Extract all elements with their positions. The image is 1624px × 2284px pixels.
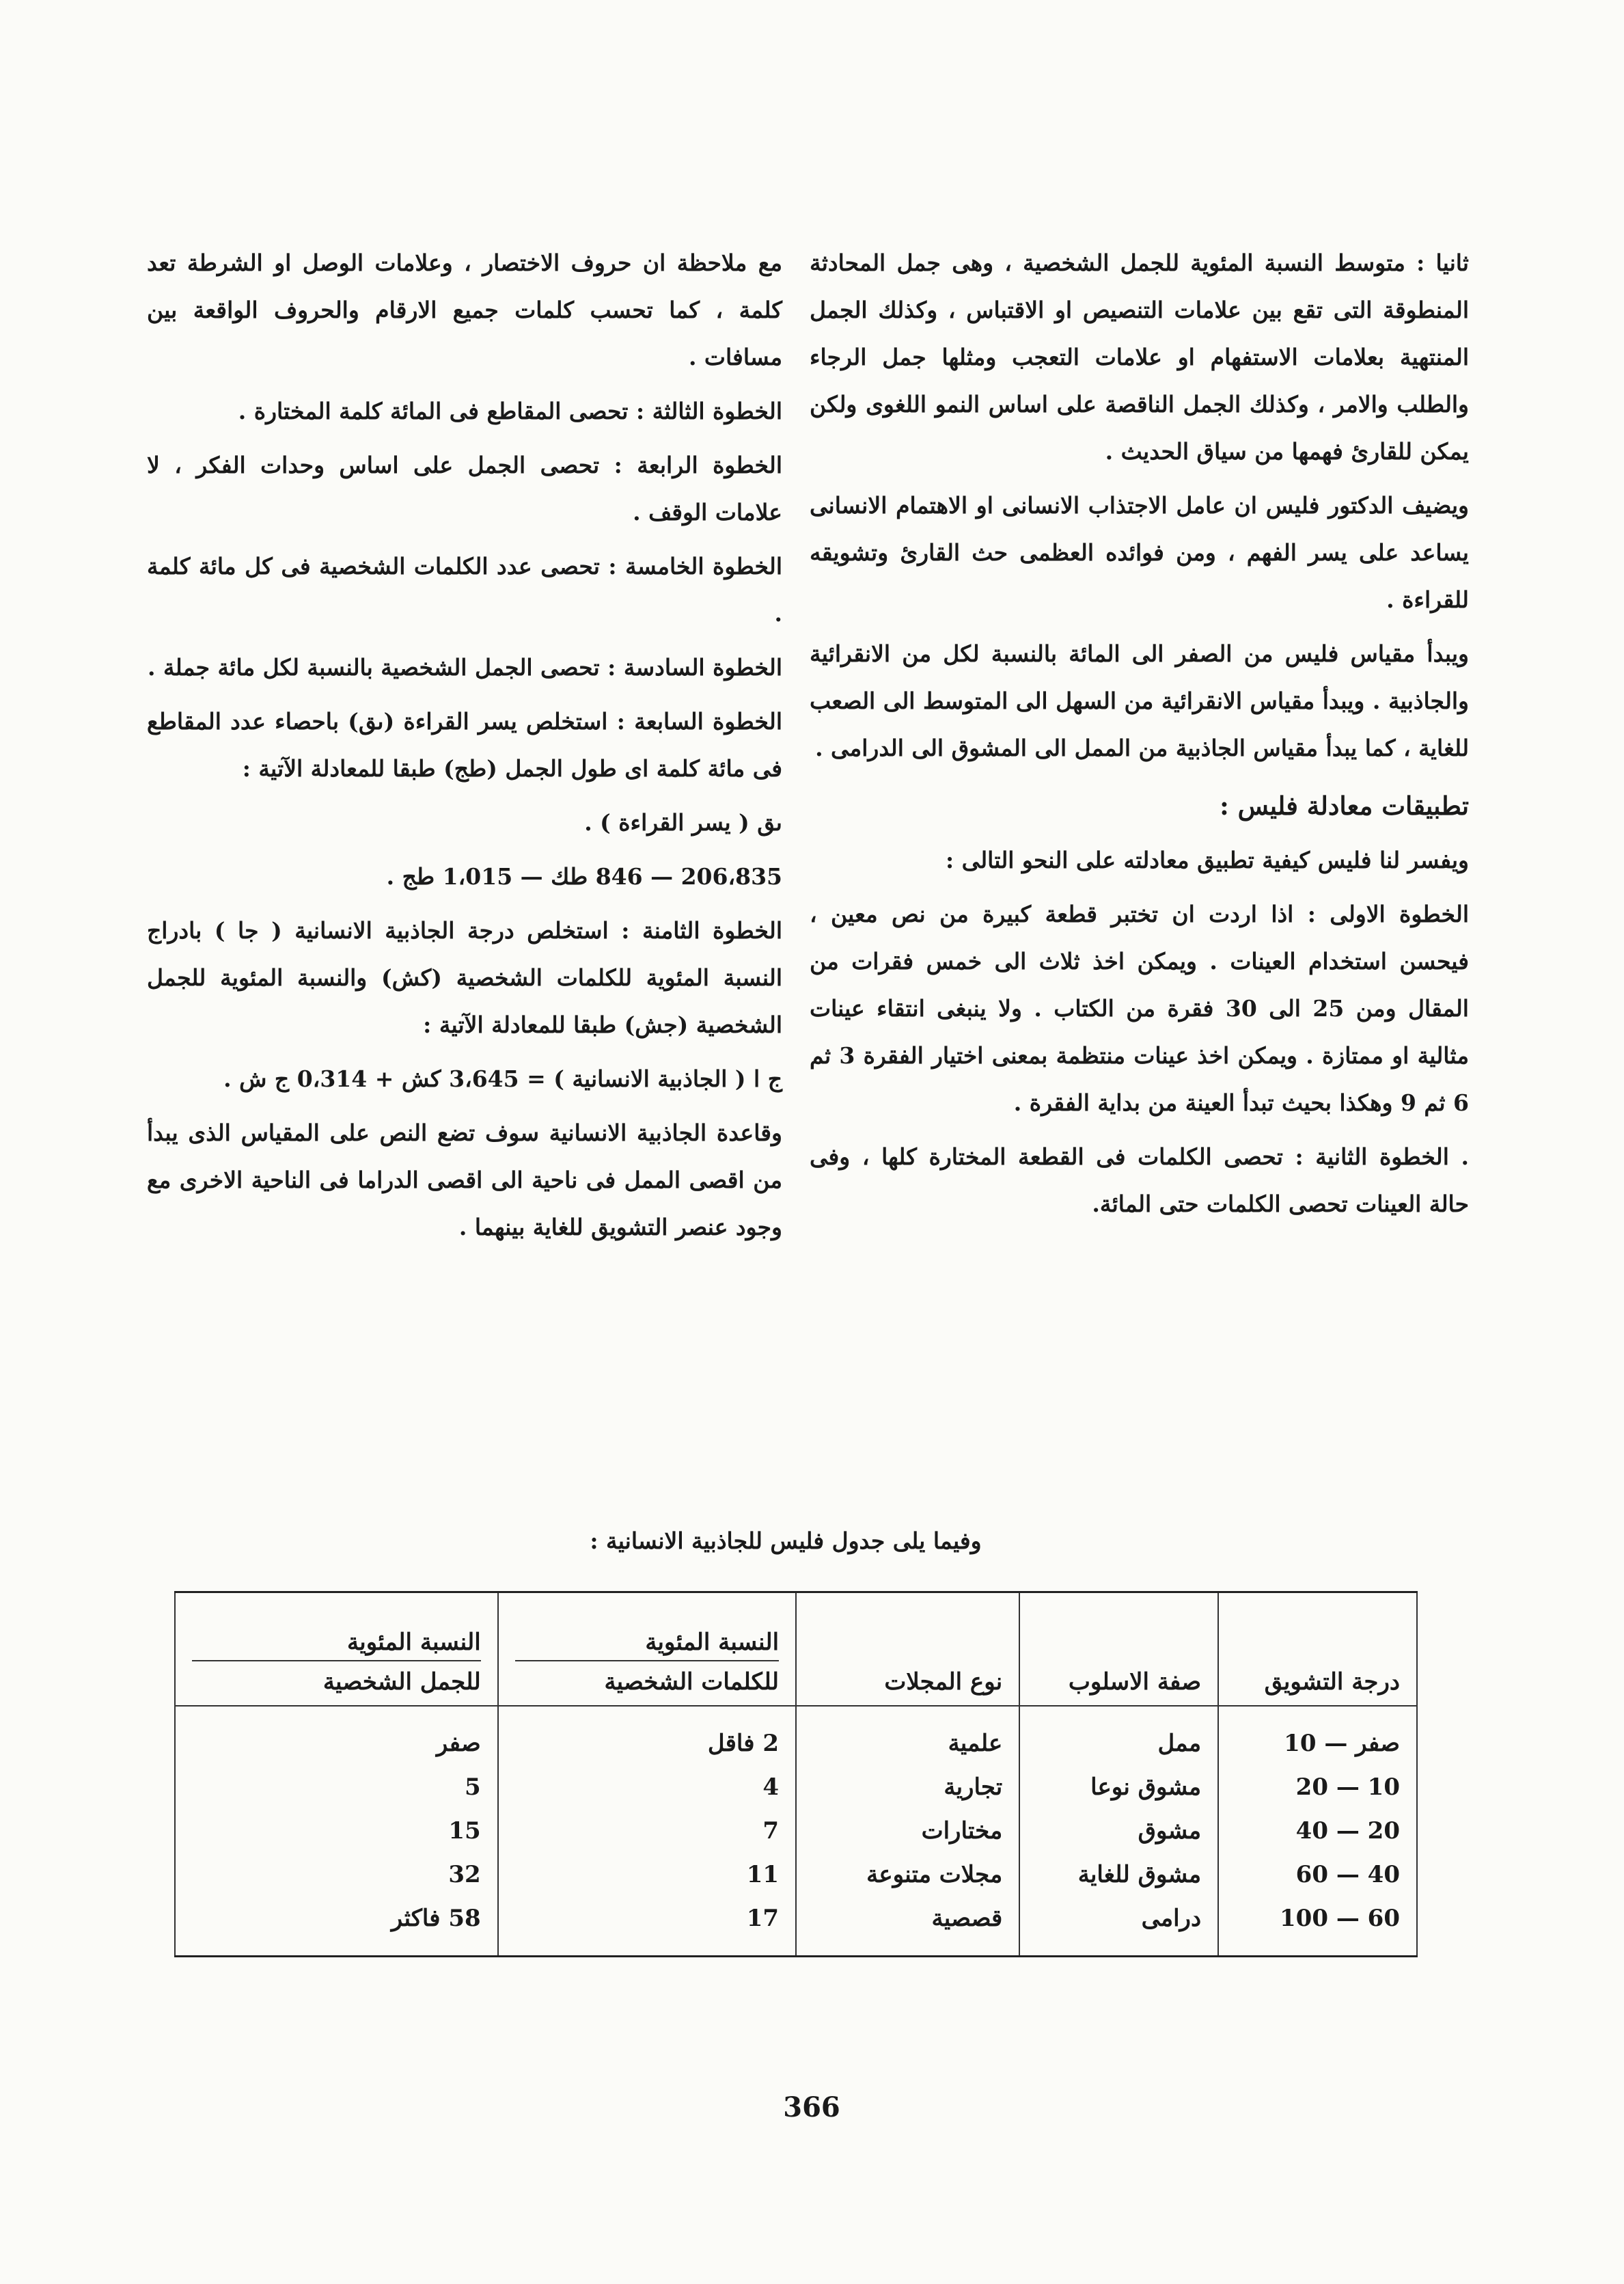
paragraph-step-four: الخطوة الرابعة : تحصى الجمل على اساس وحدات الفكر ، لا علامات الوقف . [147, 452, 782, 526]
cell-personal-sentences: 32 [175, 1853, 498, 1896]
cell-degree: 40 — 60 [1218, 1853, 1417, 1896]
header-style: صفة الاسلوب [1019, 1592, 1218, 1707]
formula-reading-ease: 206،835 — 846 طك — 1،015 طج . [386, 863, 782, 890]
cell-style: مشوق نوعا [1019, 1765, 1218, 1809]
cell-personal-sentences: صفر [175, 1706, 498, 1765]
cell-magazines: تجارية [796, 1765, 1019, 1809]
paragraph-personal-sentences: ثانيا : متوسط النسبة المئوية للجمل الشخصية ، وهى جمل المحادثة المنطوقة التى تقع بين علامات التنصيص او الاقتباس ، وكذلك الجمل المنتهية بعلامات الاستفهام او علامات التعجب ومثلها جمل الرجاء والطلب والامر ، وكذلك الجمل الناقصة على اساس النمو اللغوى ولكن يمكن للقارئ فهمها من سياق الحديث . [810, 249, 1469, 465]
table-caption: وفيما يلى جدول فليس للجاذبية الانسانية : [590, 1527, 982, 1554]
cell-style: ممل [1019, 1706, 1218, 1765]
header-personal-words-line1: النسبة المئوية [515, 1629, 779, 1661]
paragraph-step-eight: الخطوة الثامنة : استخلص درجة الجاذبية الانسانية ( جا ) بادراج النسبة المئوية للكلمات الشخصية (كش) والنسبة المئوية للجمل الشخصية (جش) طبقا للمعادلة الآتية : [147, 917, 782, 1038]
cell-magazines: قصصية [796, 1896, 1019, 1957]
paragraph-interest-scale: وقاعدة الجاذبية الانسانية سوف تضع النص على المقياس الذى يبدأ من اقصى الممل فى ناحية الى اقصى الدراما فى الناحية الاخرى مع وجود عنصر التشويق للغاية بينهما . [147, 1119, 782, 1240]
header-personal-sentences [175, 1592, 498, 1707]
paragraph-note: مع ملاحظة ان حروف الاختصار ، وعلامات الوصل او الشرطة تعد كلمة ، كما تحسب كلمات جميع الارقام والحروف الواقعة بين مسافات . [147, 249, 782, 370]
table-row [175, 1853, 1417, 1896]
header-personal-words [498, 1592, 796, 1707]
cell-degree: صفر — 10 [1218, 1706, 1417, 1765]
cell-personal-words: 11 [498, 1853, 796, 1896]
table-header-row [175, 1592, 1417, 1707]
header-magazines: نوع المجلات [796, 1592, 1019, 1707]
cell-degree: 20 — 40 [1218, 1809, 1417, 1853]
cell-personal-words: 7 [498, 1809, 796, 1853]
header-degree: درجة التشويق [1218, 1592, 1417, 1707]
cell-magazines: علمية [796, 1706, 1019, 1765]
formula-human-interest: ج ا ( الجاذبية الانسانية ) = 3،645 كش + 0،314 ج ش . [223, 1065, 782, 1092]
table-row [175, 1706, 1417, 1765]
header-personal-sentences-line2: للجمل الشخصية [322, 1668, 481, 1696]
paragraph-application-intro: ويفسر لنا فليس كيفية تطبيق معادلته على النحو التالى : [945, 847, 1469, 873]
cell-magazines: مجلات متنوعة [796, 1853, 1019, 1896]
cell-style: مشوق للغاية [1019, 1853, 1218, 1896]
cell-degree: 60 — 100 [1218, 1896, 1417, 1957]
cell-personal-sentences: 58 فاكثر [175, 1896, 498, 1957]
header-personal-words-line2: للكلمات الشخصية [604, 1668, 780, 1696]
paragraph-step-three: الخطوة الثالثة : تحصى المقاطع فى المائة كلمة المختارة . [238, 398, 782, 424]
table-row [175, 1765, 1417, 1809]
paragraph-step-one: الخطوة الاولى : اذا اردت ان تختبر قطعة كبيرة من نص معين ، فيحسن استخدام العينات . ويمكن اخذ ثلاث الى خمس فقرات من المقال ومن 25 الى 30 فقرة من الكتاب . ولا ينبغى انتقاء عينات مثالية او ممتازة . ويمكن اخذ عينات منتظمة بمعنى اختيار الفقرة 3 ثم 6 ثم 9 وهكذا بحيث تبدأ العينة من بداية الفقرة . [810, 901, 1469, 1116]
table-row [175, 1809, 1417, 1853]
formula-reading-ease-label: ىق ( يسر القراءة ) . [584, 809, 782, 836]
cell-personal-words: 4 [498, 1765, 796, 1809]
paragraph-step-two: . الخطوة الثانية : تحصى الكلمات فى القطعة المختارة كلها ، وفى حالة العينات تحصى الكلمات حتى المائة. [810, 1143, 1469, 1217]
cell-personal-sentences: 5 [175, 1765, 498, 1809]
paragraph-scale-description: ويبدأ مقياس فليس من الصفر الى المائة بالنسبة لكل من الانقرائية والجاذبية . ويبدأ مقياس الانقرائية من السهل الى المتوسط الى الصعب للغاية ، كما يبدأ مقياس الجاذبية من الممل الى المشوق الى الدرامى . [810, 640, 1469, 761]
cell-magazines: مختارات [796, 1809, 1019, 1853]
table-row [175, 1896, 1417, 1957]
page-number: 366 [783, 2091, 840, 2123]
section-heading: تطبيقات معادلة فليس : [1220, 791, 1469, 821]
cell-personal-words: 2 فاقل [498, 1706, 796, 1765]
left-column [147, 239, 782, 1257]
paragraph-step-five: الخطوة الخامسة : تحصى عدد الكلمات الشخصية فى كل مائة كلمة . [147, 553, 782, 627]
cell-degree: 10 — 20 [1218, 1765, 1417, 1809]
paragraph-step-six: الخطوة السادسة : تحصى الجمل الشخصية بالنسبة لكل مائة جملة . [148, 654, 782, 681]
paragraph-step-seven: الخطوة السابعة : استخلص يسر القراءة (ىق) باحصاء عدد المقاطع فى مائة كلمة اى طول الجمل (طج) طبقا للمعادلة الآتية : [147, 708, 782, 782]
cell-personal-words: 17 [498, 1896, 796, 1957]
right-column [810, 239, 1469, 1234]
header-personal-sentences-line1: النسبة المئوية [192, 1629, 481, 1661]
cell-style: درامى [1019, 1896, 1218, 1957]
cell-style: مشوق [1019, 1809, 1218, 1853]
paragraph-human-interest: ويضيف الدكتور فليس ان عامل الاجتذاب الانسانى او الاهتمام الانسانى يساعد على يسر الفهم ، ومن فوائده العظمى حث القارئ وتشويقه للقراءة . [810, 492, 1469, 613]
human-interest-table [174, 1591, 1418, 1957]
cell-personal-sentences: 15 [175, 1809, 498, 1853]
